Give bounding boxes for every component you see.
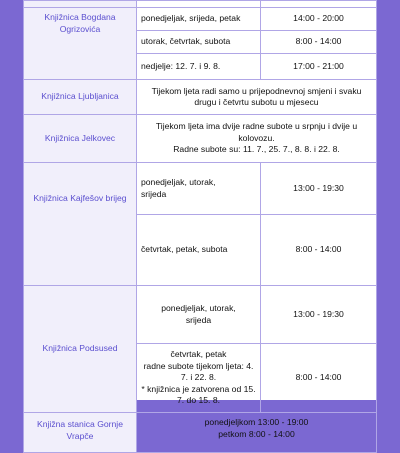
table-row: [24, 80, 377, 115]
library-name-kajfes: Knjižnica Kajfešov brijeg: [24, 163, 137, 286]
days-cell: četvrtak, petak, subota: [137, 215, 261, 286]
schedule-note: Tijekom ljeta radi samo u prijepodnevnoj smjeni i svaku drugu i četvrtu subotu u mjesecu: [137, 80, 377, 115]
days-cell: ponedjeljak, utorak, srijeda: [137, 286, 261, 344]
table-row: [24, 115, 377, 163]
note-line: ponedjeljkom 13:00 - 19:00: [204, 417, 309, 427]
table-row: [24, 1, 377, 8]
lib-cell: [24, 1, 137, 8]
library-name-ljubljanica: Knjižnica Ljubljanica: [24, 80, 137, 115]
table-row: [24, 413, 377, 453]
note-line: Radne subote su: 11. 7., 25. 7., 8. 8. i 22. 8.: [173, 144, 340, 155]
table-row: [24, 8, 377, 31]
days-line: * knjižnica je zatvorena od 15. 7. do 15. 8.: [141, 383, 256, 406]
days-line: četvrtak, petak: [170, 349, 227, 360]
days-cell: utorak, četvrtak, subota: [137, 31, 261, 54]
schedule-note: [137, 413, 377, 453]
library-hours-table: [23, 0, 377, 453]
table-row: [24, 286, 377, 344]
time-cell: 17:00 - 21:00: [261, 54, 377, 80]
time-cell: 8:00 - 14:00: [261, 344, 377, 413]
time-cell: 14:00 - 20:00: [261, 8, 377, 31]
library-name-vrapce: Knjižna stanica Gornje Vrapče: [24, 413, 137, 453]
days-line: radne subote tijekom ljeta: 4. 7. i 22. 8.: [143, 360, 254, 383]
time-cell: 8:00 - 14:00: [261, 215, 377, 286]
days-cell: ponedjeljak, utorak, srijeda: [137, 163, 261, 215]
days-cell: nedjelje: 12. 7. i 9. 8.: [137, 54, 261, 80]
time-cell: 13:00 - 19:30: [261, 286, 377, 344]
library-name-ogrizovic: Knjižnica Bogdana Ogrizovića: [24, 8, 137, 80]
table-row: [24, 163, 377, 215]
days-cell: [137, 344, 261, 413]
time-cell: 8:00 - 14:00: [261, 31, 377, 54]
library-name-podsused: Knjižnica Podsused: [24, 286, 137, 413]
note-line: petkom 8:00 - 14:00: [218, 428, 295, 439]
time-cell: [261, 1, 377, 8]
library-name-jelkovec: Knjižnica Jelkovec: [24, 115, 137, 163]
days-cell: [137, 1, 261, 8]
days-cell: ponedjeljak, srijeda, petak: [137, 8, 261, 31]
time-cell: 13:00 - 19:30: [261, 163, 377, 215]
note-line: Tijekom ljeta ima dvije radne subote u srpnju i dvije u kolovozu.: [155, 121, 358, 143]
schedule-note: [137, 115, 377, 163]
